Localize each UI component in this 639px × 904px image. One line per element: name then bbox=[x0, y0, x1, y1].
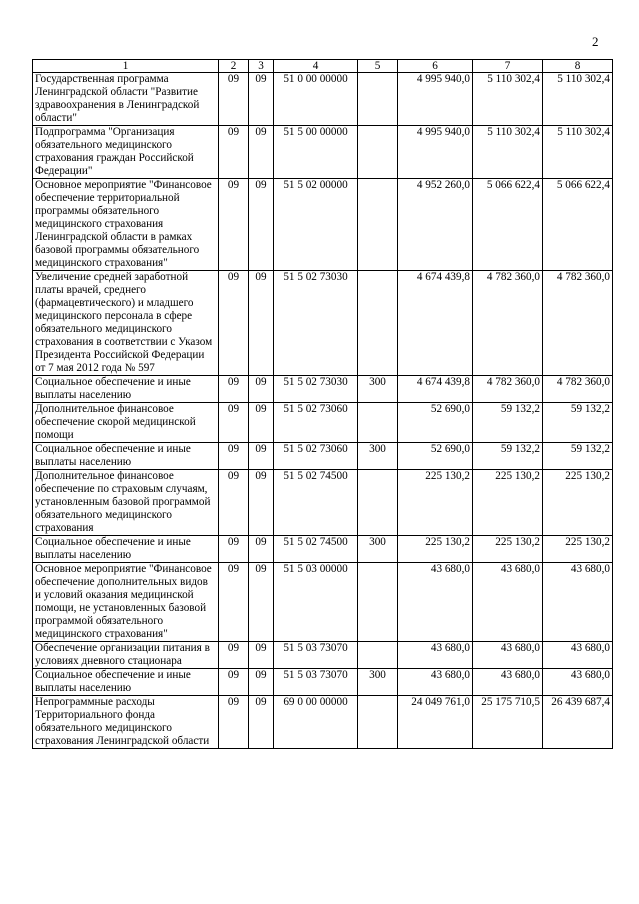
amount-cell-year-1: 4 674 439,8 bbox=[398, 376, 473, 403]
amount-cell-year-2: 43 680,0 bbox=[473, 563, 543, 642]
subsection-code-cell: 09 bbox=[249, 563, 274, 642]
table-row bbox=[33, 126, 613, 179]
amount-cell-year-2: 59 132,2 bbox=[473, 403, 543, 443]
header-cell-4: 4 bbox=[274, 60, 358, 73]
row-name-cell: Увеличение средней заработной платы врачей, среднего (фармацевтического) и младшего медицинского персонала в сфере обязательного медицинского страхования в соответствии с Указом Президента Российской Федерации от 7 мая 2012 года № 597 bbox=[33, 271, 219, 376]
target-article-cell: 51 5 02 74500 bbox=[274, 470, 358, 536]
row-name-cell: Дополнительное финансовое обеспечение скорой медицинской помощи bbox=[33, 403, 219, 443]
target-article-cell: 51 5 02 73060 bbox=[274, 403, 358, 443]
subsection-code-cell: 09 bbox=[249, 73, 274, 126]
header-cell-5: 5 bbox=[358, 60, 398, 73]
expense-type-cell: 300 bbox=[358, 376, 398, 403]
table-row bbox=[33, 73, 613, 126]
subsection-code-cell: 09 bbox=[249, 179, 274, 271]
amount-cell-year-2: 25 175 710,5 bbox=[473, 696, 543, 749]
row-name-cell: Государственная программа Ленинградской области "Развитие здравоохранения в Ленинградской области" bbox=[33, 73, 219, 126]
amount-cell-year-3: 225 130,2 bbox=[543, 470, 613, 536]
amount-cell-year-2: 43 680,0 bbox=[473, 642, 543, 669]
row-name-cell: Дополнительное финансовое обеспечение по страховым случаям, установленным базовой программой обязательного медицинского страхования bbox=[33, 470, 219, 536]
section-code-cell: 09 bbox=[219, 73, 249, 126]
section-code-cell: 09 bbox=[219, 443, 249, 470]
header-cell-3: 3 bbox=[249, 60, 274, 73]
amount-cell-year-1: 225 130,2 bbox=[398, 470, 473, 536]
amount-cell-year-1: 4 995 940,0 bbox=[398, 126, 473, 179]
section-code-cell: 09 bbox=[219, 376, 249, 403]
amount-cell-year-2: 225 130,2 bbox=[473, 470, 543, 536]
target-article-cell: 51 5 02 73030 bbox=[274, 376, 358, 403]
expense-type-cell bbox=[358, 126, 398, 179]
subsection-code-cell: 09 bbox=[249, 536, 274, 563]
subsection-code-cell: 09 bbox=[249, 642, 274, 669]
amount-cell-year-1: 43 680,0 bbox=[398, 563, 473, 642]
section-code-cell: 09 bbox=[219, 470, 249, 536]
amount-cell-year-3: 59 132,2 bbox=[543, 403, 613, 443]
header-row bbox=[33, 60, 613, 73]
section-code-cell: 09 bbox=[219, 536, 249, 563]
row-name-cell: Социальное обеспечение и иные выплаты населению bbox=[33, 669, 219, 696]
section-code-cell: 09 bbox=[219, 669, 249, 696]
row-name-cell: Подпрограмма "Организация обязательного медицинского страхования граждан Российской Федерации" bbox=[33, 126, 219, 179]
target-article-cell: 51 5 03 73070 bbox=[274, 642, 358, 669]
table-row bbox=[33, 271, 613, 376]
target-article-cell: 51 5 02 73030 bbox=[274, 271, 358, 376]
table-row bbox=[33, 470, 613, 536]
amount-cell-year-1: 43 680,0 bbox=[398, 669, 473, 696]
header-cell-6: 6 bbox=[398, 60, 473, 73]
expense-type-cell bbox=[358, 563, 398, 642]
row-name-cell: Социальное обеспечение и иные выплаты населению bbox=[33, 376, 219, 403]
amount-cell-year-1: 52 690,0 bbox=[398, 403, 473, 443]
target-article-cell: 51 5 02 74500 bbox=[274, 536, 358, 563]
amount-cell-year-2: 4 782 360,0 bbox=[473, 271, 543, 376]
table-row bbox=[33, 696, 613, 749]
table-row bbox=[33, 669, 613, 696]
amount-cell-year-3: 5 110 302,4 bbox=[543, 73, 613, 126]
table-row bbox=[33, 563, 613, 642]
amount-cell-year-2: 59 132,2 bbox=[473, 443, 543, 470]
amount-cell-year-3: 59 132,2 bbox=[543, 443, 613, 470]
target-article-cell: 51 5 02 00000 bbox=[274, 179, 358, 271]
subsection-code-cell: 09 bbox=[249, 696, 274, 749]
amount-cell-year-3: 225 130,2 bbox=[543, 536, 613, 563]
table-row bbox=[33, 376, 613, 403]
target-article-cell: 51 5 02 73060 bbox=[274, 443, 358, 470]
amount-cell-year-1: 4 995 940,0 bbox=[398, 73, 473, 126]
expense-type-cell bbox=[358, 696, 398, 749]
table-row bbox=[33, 443, 613, 470]
section-code-cell: 09 bbox=[219, 696, 249, 749]
section-code-cell: 09 bbox=[219, 563, 249, 642]
target-article-cell: 51 0 00 00000 bbox=[274, 73, 358, 126]
expense-type-cell bbox=[358, 179, 398, 271]
amount-cell-year-2: 4 782 360,0 bbox=[473, 376, 543, 403]
amount-cell-year-1: 225 130,2 bbox=[398, 536, 473, 563]
amount-cell-year-3: 4 782 360,0 bbox=[543, 271, 613, 376]
table-row bbox=[33, 642, 613, 669]
subsection-code-cell: 09 bbox=[249, 126, 274, 179]
amount-cell-year-1: 24 049 761,0 bbox=[398, 696, 473, 749]
row-name-cell: Непрограммные расходы Территориального фонда обязательного медицинского страхования Ленинградской области bbox=[33, 696, 219, 749]
amount-cell-year-3: 4 782 360,0 bbox=[543, 376, 613, 403]
amount-cell-year-3: 5 110 302,4 bbox=[543, 126, 613, 179]
expense-type-cell: 300 bbox=[358, 443, 398, 470]
table-row bbox=[33, 179, 613, 271]
expense-type-cell bbox=[358, 73, 398, 126]
row-name-cell: Обеспечение организации питания в условиях дневного стационара bbox=[33, 642, 219, 669]
amount-cell-year-1: 4 674 439,8 bbox=[398, 271, 473, 376]
expense-type-cell bbox=[358, 642, 398, 669]
expense-type-cell bbox=[358, 403, 398, 443]
subsection-code-cell: 09 bbox=[249, 669, 274, 696]
budget-table bbox=[32, 59, 613, 749]
target-article-cell: 69 0 00 00000 bbox=[274, 696, 358, 749]
header-cell-7: 7 bbox=[473, 60, 543, 73]
row-name-cell: Основное мероприятие "Финансовое обеспечение дополнительных видов и условий оказания медицинской помощи, не установленных базовой программой обязательного медицинского страхования" bbox=[33, 563, 219, 642]
row-name-cell: Социальное обеспечение и иные выплаты населению bbox=[33, 443, 219, 470]
amount-cell-year-2: 225 130,2 bbox=[473, 536, 543, 563]
table-row bbox=[33, 403, 613, 443]
amount-cell-year-1: 52 690,0 bbox=[398, 443, 473, 470]
amount-cell-year-3: 5 066 622,4 bbox=[543, 179, 613, 271]
amount-cell-year-3: 26 439 687,4 bbox=[543, 696, 613, 749]
section-code-cell: 09 bbox=[219, 642, 249, 669]
subsection-code-cell: 09 bbox=[249, 271, 274, 376]
subsection-code-cell: 09 bbox=[249, 376, 274, 403]
table-row bbox=[33, 536, 613, 563]
target-article-cell: 51 5 03 73070 bbox=[274, 669, 358, 696]
amount-cell-year-2: 5 110 302,4 bbox=[473, 73, 543, 126]
section-code-cell: 09 bbox=[219, 179, 249, 271]
target-article-cell: 51 5 00 00000 bbox=[274, 126, 358, 179]
row-name-cell: Социальное обеспечение и иные выплаты населению bbox=[33, 536, 219, 563]
target-article-cell: 51 5 03 00000 bbox=[274, 563, 358, 642]
section-code-cell: 09 bbox=[219, 403, 249, 443]
table-body bbox=[33, 73, 613, 749]
subsection-code-cell: 09 bbox=[249, 443, 274, 470]
section-code-cell: 09 bbox=[219, 271, 249, 376]
amount-cell-year-3: 43 680,0 bbox=[543, 642, 613, 669]
header-cell-1: 1 bbox=[33, 60, 219, 73]
header-cell-8: 8 bbox=[543, 60, 613, 73]
expense-type-cell: 300 bbox=[358, 536, 398, 563]
amount-cell-year-2: 5 066 622,4 bbox=[473, 179, 543, 271]
amount-cell-year-2: 5 110 302,4 bbox=[473, 126, 543, 179]
amount-cell-year-3: 43 680,0 bbox=[543, 563, 613, 642]
expense-type-cell bbox=[358, 470, 398, 536]
section-code-cell: 09 bbox=[219, 126, 249, 179]
expense-type-cell bbox=[358, 271, 398, 376]
subsection-code-cell: 09 bbox=[249, 403, 274, 443]
amount-cell-year-2: 43 680,0 bbox=[473, 669, 543, 696]
expense-type-cell: 300 bbox=[358, 669, 398, 696]
amount-cell-year-1: 43 680,0 bbox=[398, 642, 473, 669]
row-name-cell: Основное мероприятие "Финансовое обеспечение территориальной программы обязательного медицинского страхования Ленинградской области в рамках базовой программы обязательного медицинского страхования" bbox=[33, 179, 219, 271]
page-number: 2 bbox=[592, 34, 599, 49]
header-cell-2: 2 bbox=[219, 60, 249, 73]
amount-cell-year-3: 43 680,0 bbox=[543, 669, 613, 696]
subsection-code-cell: 09 bbox=[249, 470, 274, 536]
amount-cell-year-1: 4 952 260,0 bbox=[398, 179, 473, 271]
